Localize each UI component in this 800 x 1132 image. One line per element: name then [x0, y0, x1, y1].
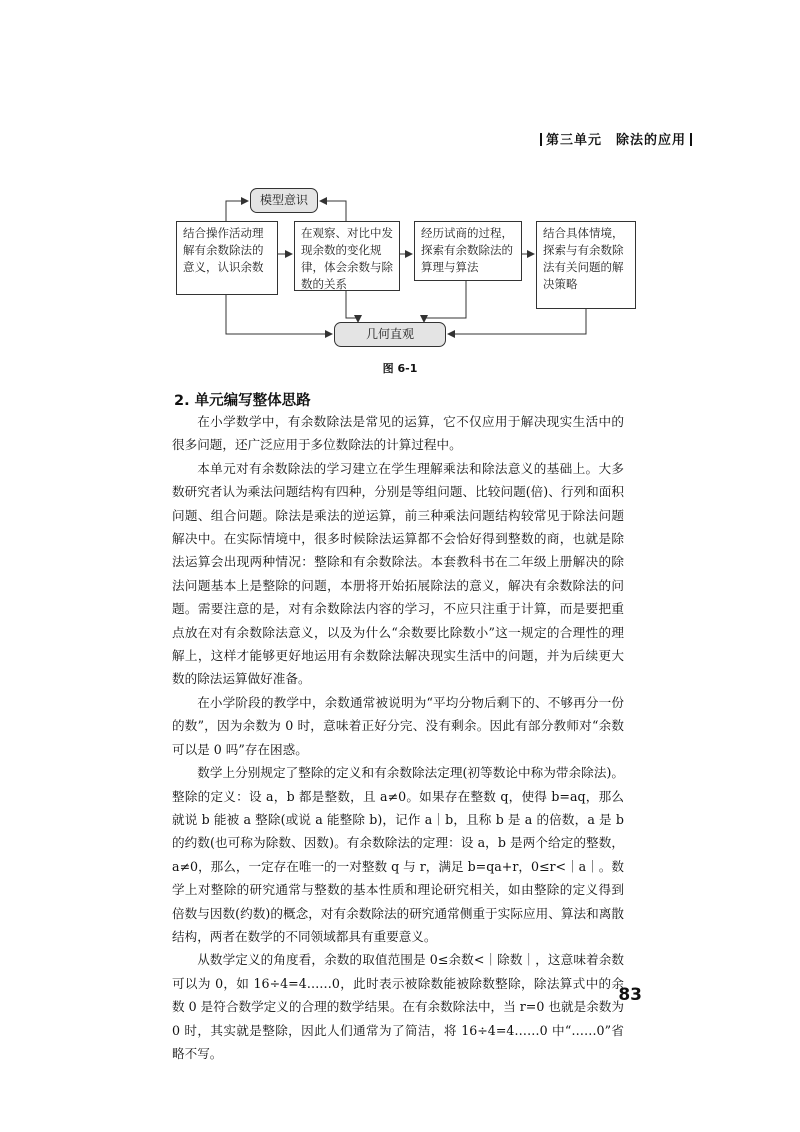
- paragraph-1: 在小学数学中，有余数除法是常见的运算，它不仅应用于解决现实生活中的很多问题，还广泛应用于多位数除法的计算过程中。: [172, 414, 624, 453]
- paragraph-3: 在小学阶段的教学中，余数通常被说明为“平均分物后剩下的、不够再分一份的数”，因为余数为 0 时，意味着正好分完、没有剩余。因此有部分教师对“余数可以是 0 吗”存在困惑。: [172, 694, 624, 757]
- page-number: 83: [618, 985, 642, 1005]
- paragraph-5: 从数学定义的角度看，余数的取值范围是 0≤余数<｜除数｜，这意味着余数可以为 0，如 16÷4=4……0，此时表示被除数能被除数整除，除法算式中的余数 0 是符合数学定义的合理的数学结果。在有余数除法中，当 r=0 也就是余数为 0 时，其实就是整除，因此人们通常为了简洁，将 16÷4=4……0 中“……0”省略不写。: [172, 952, 624, 1061]
- node-geometric-intuition: 几何直观: [334, 322, 446, 347]
- arrow-box2-to-bottom: [346, 291, 358, 322]
- body-text: [172, 410, 624, 1065]
- arrow-box3-to-bottom: [424, 281, 466, 322]
- paragraph-2: 本单元对有余数除法的学习建立在学生理解乘法和除法意义的基础上。大多数研究者认为乘法问题结构有四种，分别是等组问题、比较问题(倍)、行列和面积问题、组合问题。除法是乘法的逆运算，前三种乘法问题结构较常见于除法问题解决中。在实际情境中，很多时候除法运算都不会恰好得到整数的商，也就是除法运算会出现两种情况：整除和有余数除法。本套教科书在二年级上册解决的除法问题基本上是整除的问题，本册将开始拓展除法的意义，解决有余数除法的问题。需要注意的是，对有余数除法内容的学习，不应只注重于计算，而是要把重点放在对有余数除法意义，以及为什么“余数要比除数小”这一规定的合理性的理解上，这样才能够更好地运用有余数除法解决现实生活中的问题，并为后续更大数的除法运算做好准备。: [172, 460, 624, 687]
- arrow-box4-to-bottom: [448, 309, 586, 334]
- arrow-box1-to-top: [226, 201, 248, 221]
- paragraph-4: 数学上分别规定了整除的定义和有余数除法定理(初等数论中称为带余除法)。整除的定义：设 a，b 都是整数，且 a≠0。如果存在整数 q，使得 b=aq，那么就说 b 能被 a 整除(或说 a 能整除 b)，记作 a｜b，且称 b 是 a 的倍数，a 是 b 的约数(也可称为除数、因数)。有余数除法的定理：设 a，b 是两个给定的整数，a≠0，那么，一定存在唯一的一对整数 q 与 r，满足 b=qa+r，0≤r<｜a｜。数学上对整除的研究通常与整数的基本性质和理论研究相关，如由整除的定义得到倍数与因数(约数)的概念，对有余数除法的研究通常侧重于实际应用、算法和离散结构，两者在数学的不同领域都具有重要意义。: [172, 765, 624, 944]
- box-trial-quotient: 经历试商的过程，探索有余数除法的算理与算法: [414, 221, 522, 281]
- flow-diagram: [0, 0, 800, 380]
- section-title: 2. 单元编写整体思路: [174, 393, 311, 409]
- arrow-box2-to-top: [320, 201, 346, 221]
- figure-caption: 图 6-1: [382, 362, 418, 375]
- arrow-box1-to-bottom: [226, 295, 332, 334]
- box-understand-remainder: 结合操作活动理解有余数除法的意义，认识余数: [176, 221, 278, 295]
- header-text: 第三单元 除法的应用: [545, 133, 686, 148]
- box-observe-compare: 在观察、对比中发现余数的变化规律，体会余数与除数的关系: [294, 221, 400, 291]
- box-problem-solving: 结合具体情境，探索与有余数除法有关问题的解决策略: [536, 221, 636, 309]
- node-model-awareness: 模型意识: [250, 188, 318, 213]
